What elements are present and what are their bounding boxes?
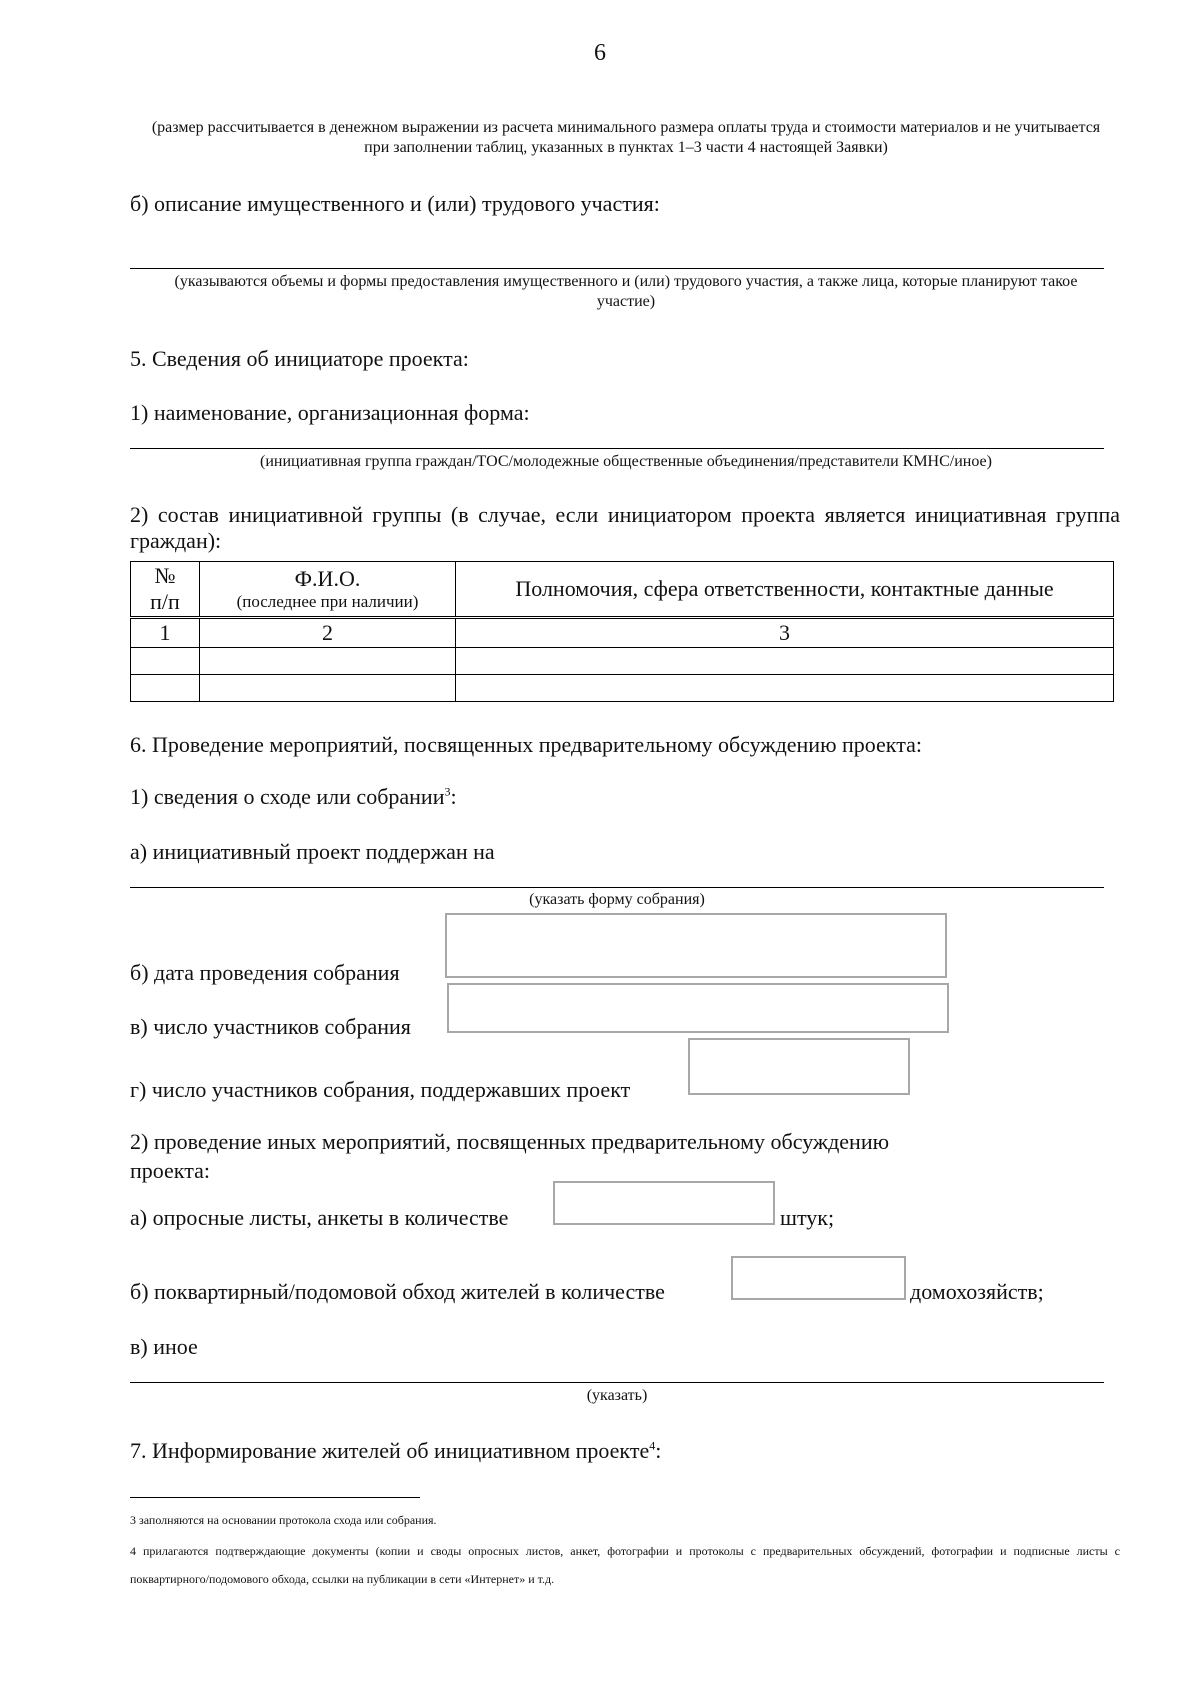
section7-title: 7. Информирование жителей об инициативном проекте$^4$: [130,1438,662,1463]
section5-title: 5. Сведения об инициаторе проекта: [130,346,469,371]
note-meeting-form: (указать форму собрания) [529,891,705,908]
table-cell[interactable] [200,648,456,675]
org-form-line [130,448,1104,449]
table-cell[interactable] [131,648,200,675]
participants-label: в) число участников собрания [130,1014,411,1039]
col-header-fio: Ф.И.О. (последнее при наличии) [200,562,456,618]
table-cell[interactable] [200,675,456,702]
note-property: (указываются объемы и формы предоставления имущественного и (или) трудового участия, а также лица, которые планируют такое участие) [174,273,1078,310]
property-line [130,268,1104,269]
table-cell[interactable] [456,675,1114,702]
section5-item1: 1) наименование, организационная форма: [130,400,530,425]
section5-item2: 2) состав инициативной группы (в случае, если инициатором проекта является инициативная группа граждан): [130,502,1120,553]
section6-item2-line2: проекта: [130,1158,210,1183]
col-header-number: № п/п [131,562,200,618]
initiative-group-table [130,561,1114,702]
section6-a: а) инициативный проект поддержан на [130,839,495,864]
note-org-form: (инициативная группа граждан/ТОС/молодежные общественные объединения/представители КМНС/иное) [260,453,992,470]
section6-title: 6. Проведение мероприятий, посвященных предварительному обсуждению проекта: [130,732,922,757]
other-label: в) иное [130,1334,198,1359]
meeting-form-line [130,887,1104,888]
page-number: 6 [594,40,606,66]
section6-item1: 1) сведения о сходе или собрании$^3$: [130,784,457,809]
participants-field[interactable] [447,983,949,1033]
supporters-label: г) число участников собрания, поддержавших проект [130,1077,631,1102]
footnote-3: 3 заполняются на основании протокола схода или собрания. [130,1513,437,1527]
col-number-1: 1 [131,618,200,648]
col-header-authority: Полномочия, сфера ответственности, контактные данные [456,562,1114,618]
other-line [130,1382,1104,1383]
col-number-3: 3 [456,618,1114,648]
section6-item2-line1: 2) проведение иных мероприятий, посвященных предварительному обсуждению [130,1129,890,1154]
note-size: (размер рассчитывается в денежном выражении из расчета минимального размера оплаты труда и стоимости материалов и не учитывается при заполнении таблиц, указанных в пунктах 1–3 части 4 настоящей Заявки) [151,119,1101,156]
col-number-2: 2 [200,618,456,648]
item-b-property: б) описание имущественного и (или) трудового участия: [130,191,660,216]
households-unit: домохозяйств; [910,1279,1044,1304]
door-to-door-label: б) поквартирный/подомовой обход жителей в количестве [130,1279,665,1304]
footnote-4: 4 прилагаются подтверждающие документы (копии и своды опросных листов, анкет, фотографии и протоколы с предварительных обсуждений, фотографии и подписные листы с поквартирного/подомового обхода, ссылки на публикации в сети «Интернет» и т.д. [130,1544,1120,1586]
table-cell[interactable] [456,648,1114,675]
surveys-count-field[interactable] [553,1181,775,1225]
households-count-field[interactable] [731,1256,906,1300]
footnote-separator [130,1497,420,1498]
table-cell[interactable] [131,675,200,702]
meeting-date-field[interactable] [445,913,947,978]
surveys-unit: штук; [780,1205,835,1230]
supporters-field[interactable] [688,1038,910,1095]
surveys-label: а) опросные листы, анкеты в количестве [130,1205,509,1230]
meeting-date-label: б) дата проведения собрания [130,960,400,985]
note-other: (указать) [586,1387,648,1404]
